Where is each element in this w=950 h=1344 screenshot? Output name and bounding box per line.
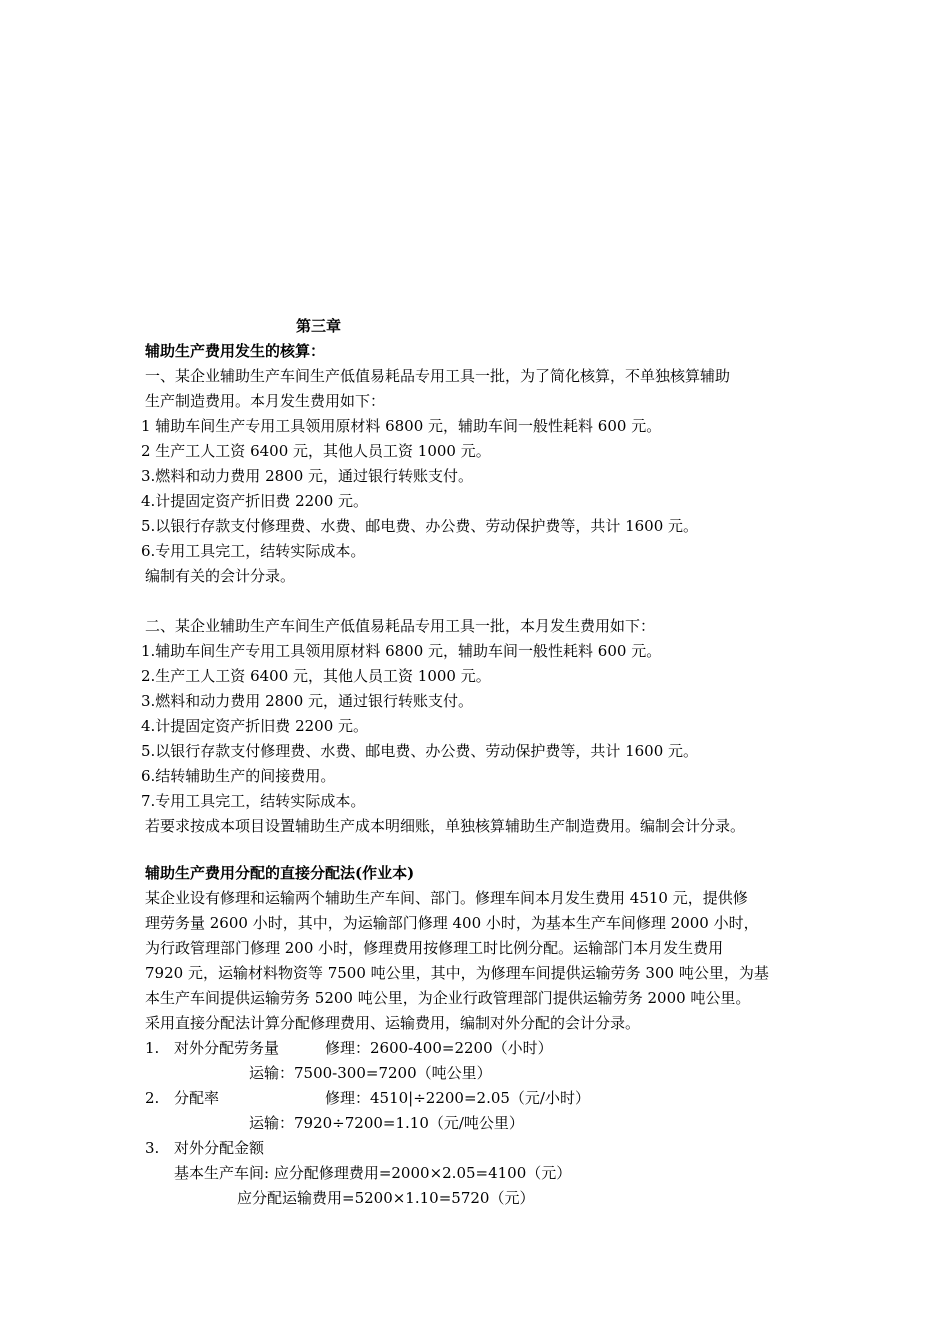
q1-item: 6.专用工具完工，结转实际成本。 bbox=[141, 542, 366, 560]
section-heading-cost-accounting: 辅助生产费用发生的核算： bbox=[145, 342, 326, 360]
step-allocation-line: 基本生产车间: 应分配修理费用=2000×2.05=4100（元） bbox=[174, 1164, 572, 1182]
step-allocation-line: 应分配运输费用=5200×1.10=5720（元） bbox=[237, 1189, 535, 1207]
problem-paragraph-line: 本生产车间提供运输劳务 5200 吨公里，为企业行政管理部门提供运输劳务 2000 吨公里。 bbox=[145, 989, 751, 1007]
step-number: 3. bbox=[145, 1139, 160, 1157]
q2-intro: 二、某企业辅助生产车间生产低值易耗品专用工具一批，本月发生费用如下： bbox=[145, 617, 656, 635]
q2-item: 7.专用工具完工，结转实际成本。 bbox=[141, 792, 366, 810]
q1-item: 3.燃料和动力费用 2800 元，通过银行转账支付。 bbox=[141, 467, 474, 485]
step-transport-calc: 运输：7500-300=7200（吨公里） bbox=[249, 1064, 492, 1082]
q1-item: 1 辅助车间生产专用工具领用原材料 6800 元，辅助车间一般性耗料 600 元。 bbox=[141, 417, 662, 435]
q1-intro-line: 生产制造费用。本月发生费用如下： bbox=[145, 392, 386, 410]
step-repair-rate: 修理：4510|÷2200=2.05（元/小时） bbox=[325, 1089, 590, 1107]
problem-paragraph-line: 某企业设有修理和运输两个辅助生产车间、部门。修理车间本月发生费用 4510 元，提供修 bbox=[145, 889, 748, 907]
section-heading-direct-allocation: 辅助生产费用分配的直接分配法(作业本) bbox=[145, 864, 415, 882]
problem-paragraph-line: 理劳务量 2600 小时，其中，为运输部门修理 400 小时，为基本生产车间修理 2000 小时， bbox=[145, 914, 759, 932]
q1-item: 4.计提固定资产折旧费 2200 元。 bbox=[141, 492, 369, 510]
q2-item: 2.生产工人工资 6400 元，其他人员工资 1000 元。 bbox=[141, 667, 491, 685]
step-label: 分配率 bbox=[174, 1089, 220, 1107]
step-transport-rate: 运输：7920÷7200=1.10（元/吨公里） bbox=[249, 1114, 524, 1132]
q1-task: 编制有关的会计分录。 bbox=[145, 567, 296, 585]
problem-paragraph-line: 采用直接分配法计算分配修理费用、运输费用，编制对外分配的会计分录。 bbox=[145, 1014, 641, 1032]
step-repair-calc: 修理：2600-400=2200（小时） bbox=[325, 1039, 553, 1057]
q2-task: 若要求按成本项目设置辅助生产成本明细账，单独核算辅助生产制造费用。编制会计分录。 bbox=[145, 817, 746, 835]
step-number: 1. bbox=[145, 1039, 160, 1057]
q2-item: 4.计提固定资产折旧费 2200 元。 bbox=[141, 717, 369, 735]
q2-item: 5.以银行存款支付修理费、水费、邮电费、办公费、劳动保护费等，共计 1600 元。 bbox=[141, 742, 699, 760]
q2-item: 1.辅助车间生产专用工具领用原材料 6800 元，辅助车间一般性耗料 600 元。 bbox=[141, 642, 662, 660]
q1-item: 5.以银行存款支付修理费、水费、邮电费、办公费、劳动保护费等，共计 1600 元。 bbox=[141, 517, 699, 535]
problem-paragraph-line: 7920 元，运输材料物资等 7500 吨公里，其中，为修理车间提供运输劳务 300 吨公里，为基 bbox=[145, 964, 769, 982]
step-number: 2. bbox=[145, 1089, 160, 1107]
q2-item: 3.燃料和动力费用 2800 元，通过银行转账支付。 bbox=[141, 692, 474, 710]
problem-paragraph-line: 为行政管理部门修理 200 小时，修理费用按修理工时比例分配。运输部门本月发生费用 bbox=[145, 939, 724, 957]
step-label: 对外分配金额 bbox=[174, 1139, 265, 1157]
step-label: 对外分配劳务量 bbox=[174, 1039, 280, 1057]
q2-item: 6.结转辅助生产的间接费用。 bbox=[141, 767, 336, 785]
q1-item: 2 生产工人工资 6400 元，其他人员工资 1000 元。 bbox=[141, 442, 491, 460]
q1-intro-line: 一、某企业辅助生产车间生产低值易耗品专用工具一批，为了简化核算，不单独核算辅助 bbox=[145, 367, 731, 385]
chapter-title: 第三章 bbox=[296, 317, 342, 335]
